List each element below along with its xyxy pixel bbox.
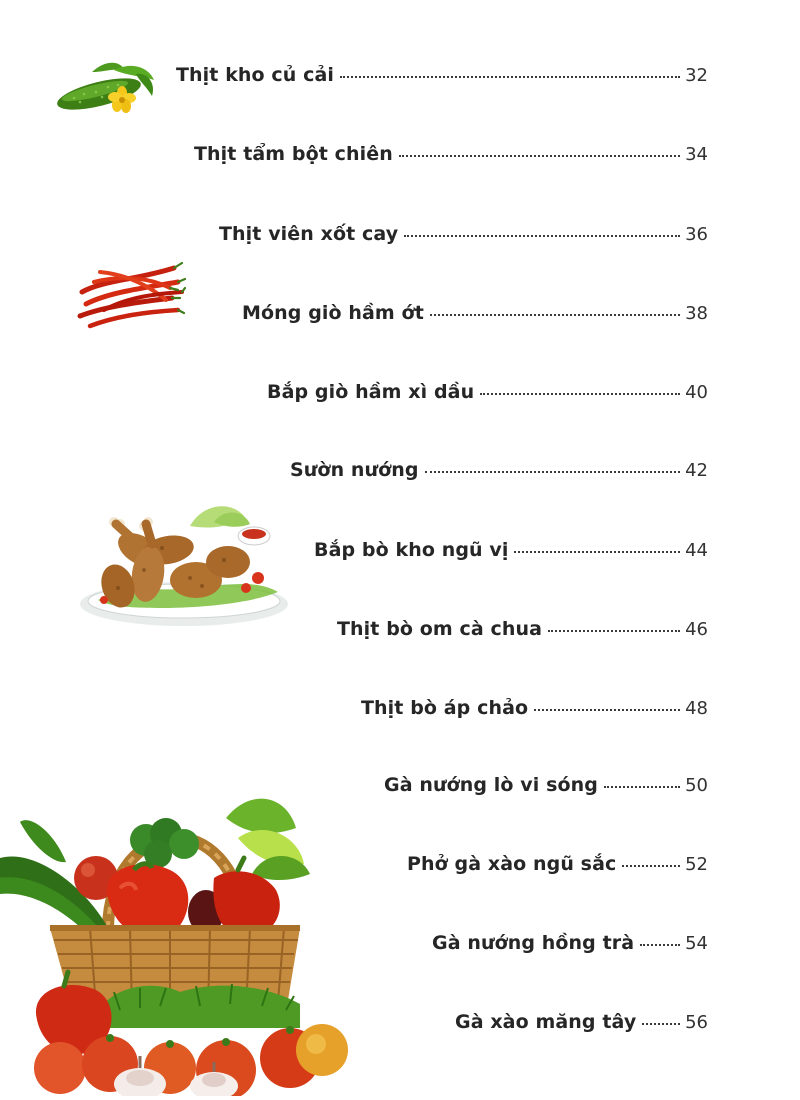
toc-entry-title: Gà xào măng tây: [455, 1011, 637, 1033]
toc-leader-dots: [430, 314, 680, 316]
toc-leader-dots: [642, 1023, 680, 1025]
toc-leader-dots: [622, 865, 680, 867]
vegetable-basket-image: [0, 778, 360, 1096]
toc-entry-title: Thịt bò om cà chua: [337, 618, 543, 640]
toc-entry[interactable]: [194, 143, 708, 173]
toc-entry-page: 48: [685, 698, 708, 719]
toc-entry-page: 54: [685, 933, 708, 954]
toc-entry[interactable]: [455, 1011, 708, 1041]
toc-entry-title: Bắp bò kho ngũ vị: [314, 539, 509, 561]
toc-leader-dots: [548, 630, 680, 632]
toc-entry-page: 46: [685, 619, 708, 640]
toc-leader-dots: [340, 76, 680, 78]
toc-entry-title: Thịt tẩm bột chiên: [194, 143, 393, 165]
toc-entry-page: 52: [685, 854, 708, 875]
toc-entry-page: 32: [685, 65, 708, 86]
toc-entry-page: 38: [685, 303, 708, 324]
toc-entry-title: Thịt kho củ cải: [176, 64, 335, 86]
toc-entry-page: 44: [685, 540, 708, 561]
toc-entry[interactable]: [337, 618, 708, 648]
toc-leader-dots: [399, 155, 680, 157]
toc-entry[interactable]: [176, 64, 708, 94]
toc-entry-page: 40: [685, 382, 708, 403]
toc-entry-title: Thịt bò áp chảo: [361, 697, 529, 719]
toc-entry[interactable]: [407, 853, 708, 883]
cucumber-image: [52, 56, 162, 116]
toc-entry-page: 50: [685, 775, 708, 796]
roast-chicken-platter-image: [78, 500, 294, 632]
toc-entry[interactable]: [242, 302, 708, 332]
toc-entry[interactable]: [361, 697, 708, 727]
toc-leader-dots: [604, 786, 680, 788]
toc-leader-dots: [480, 393, 680, 395]
toc-entry-page: 34: [685, 144, 708, 165]
chili-peppers-image: [74, 252, 186, 334]
toc-leader-dots: [514, 551, 680, 553]
toc-entry[interactable]: [267, 381, 708, 411]
toc-entry[interactable]: [219, 223, 708, 253]
toc-entry[interactable]: [432, 932, 708, 962]
toc-entry-page: 42: [685, 460, 708, 481]
toc-entry-title: Thịt viên xốt cay: [219, 223, 399, 245]
toc-entry[interactable]: [290, 459, 708, 489]
toc-leader-dots: [640, 944, 680, 946]
toc-entry-title: Móng giò hầm ớt: [242, 302, 424, 324]
toc-leader-dots: [425, 471, 680, 473]
toc-leader-dots: [534, 709, 680, 711]
toc-entry-title: Sườn nướng: [290, 459, 419, 481]
toc-entry-title: Gà nướng hồng trà: [432, 932, 635, 954]
toc-entry[interactable]: [384, 774, 708, 804]
toc-entry-title: Phở gà xào ngũ sắc: [407, 853, 617, 875]
toc-entry[interactable]: [314, 539, 708, 569]
toc-entry-title: Bắp giò hầm xì dầu: [267, 381, 475, 403]
toc-entry-page: 36: [685, 224, 708, 245]
toc-leader-dots: [404, 235, 680, 237]
toc-entry-title: Gà nướng lò vi sóng: [384, 774, 598, 796]
toc-entry-page: 56: [685, 1012, 708, 1033]
